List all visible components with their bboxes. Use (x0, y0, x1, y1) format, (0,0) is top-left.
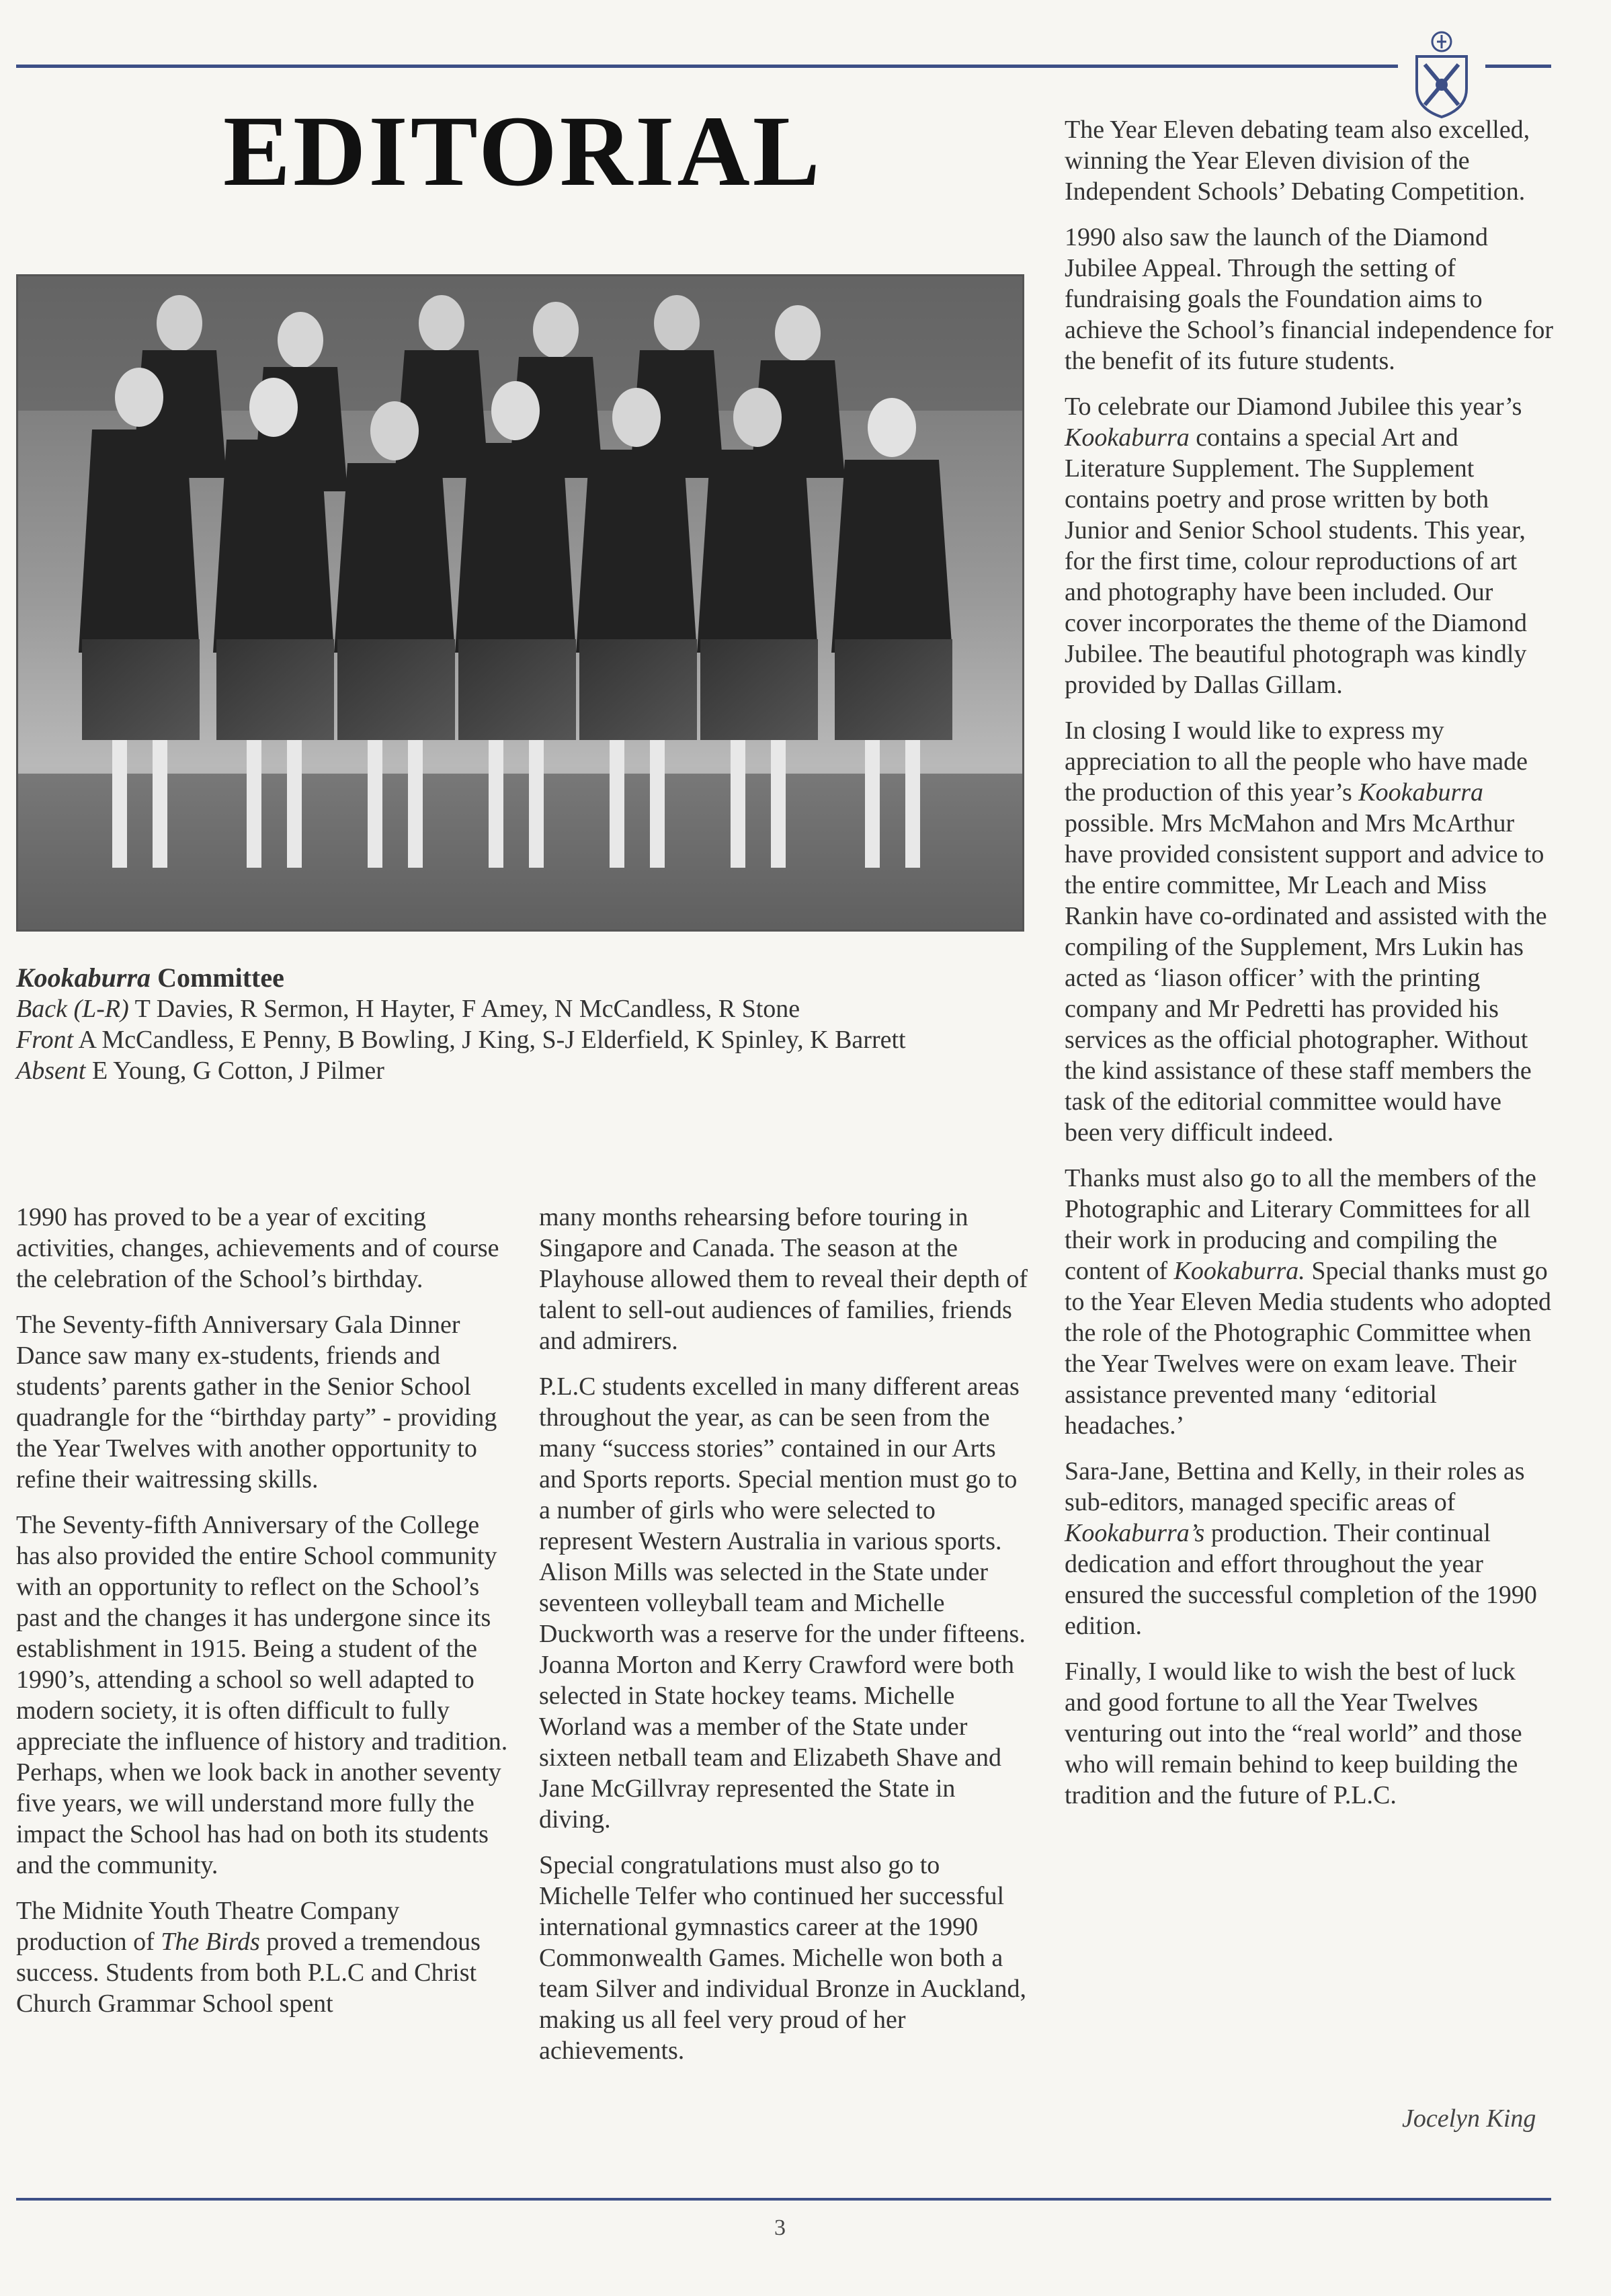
paragraph: many months rehearsing before touring in Singapore and Canada. The season at the Playhouse allowed them to reveal their depth of talent to sell-out audiences of families, friends and admirers. (539, 1203, 1028, 1355)
paragraph: P.L.C students excelled in many different areas throughout the year, as can be seen from the many “success stories” contained in our Arts and Sports reports. Special mention must go to a number of girls who were selected to represent Western Australia in various sports. Alison Mills was selected in the State under seventeen volleyball team and Michelle Duckworth was a reserve for the under fifteens. Joanna Morton and Kerry Crawford were both selected in State hockey teams. Michelle Worland was a member of the State under sixteen netball team and Elizabeth Shave and Jane McGillvray represented the State in diving. (539, 1372, 1026, 1834)
page-title: EDITORIAL (223, 95, 823, 207)
paragraph: Finally, I would like to wish the best of luck and good fortune to all the Year Twelves venturing out into the “real world” and those who will remain behind to keep building the tradition and the future of P.L.C. (1065, 1657, 1522, 1809)
bottom-rule (16, 2198, 1551, 2201)
signature: Jocelyn King (1402, 2104, 1536, 2133)
paragraph: 1990 has proved to be a year of exciting activities, changes, achievements and of course the celebration of the School’s birthday. (16, 1203, 499, 1293)
paragraph: The Seventy-fifth Anniversary Gala Dinner Dance saw many ex-students, friends and students’ parents gather in the Senior School quadrangle for the “birthday party” - providing the Year Twelves with another opportunity to refine their waitressing skills. (16, 1311, 497, 1493)
paragraph: The Midnite Youth Theatre Company production of The Birds proved a tremendous success. Students from both P.L.C and Christ Church Grammar School spent (16, 1897, 481, 2018)
caption-heading: Kookaburra Committee (16, 962, 284, 993)
caption-front-row: Front A McCandless, E Penny, B Bowling, J King, S-J Elderfield, K Spinley, K Barrett (16, 1026, 906, 1054)
paragraph: 1990 also saw the launch of the Diamond Jubilee Appeal. Through the setting of fundraising goals the Foundation aims to achieve the School’s financial independence for the benefit of its future students. (1065, 223, 1553, 375)
paragraph: Special congratulations must also go to Michelle Telfer who continued her successful international gymnastics career at the 1990 Commonwealth Games. Michelle won both a team Silver and individual Bronze in Auckland, making us all feel very proud of her achievements. (539, 1851, 1027, 2065)
page-number: 3 (774, 2215, 786, 2240)
committee-photo (16, 274, 1024, 932)
paragraph: Thanks must also go to all the members of the Photographic and Literary Committees for all their work in producing and compiling the content of Kookaburra. Special thanks must go to the Year Eleven Media students who adopted the role of the Photographic Committee when the Year Twelves were on exam leave. Their assistance prevented many ‘editorial headaches.’ (1065, 1164, 1551, 1440)
paragraph: The Seventy-fifth Anniversary of the College has also provided the entire School community with an opportunity to reflect on the School’s past and the changes it has undergone since its establishment in 1915. Being a student of the 1990’s, attending a school so well adapted to modern society, it is often difficult to fully appreciate the influence of history and tradition. Perhaps, when we look back in another seventy five years, we will understand more fully the impact the School has had on both its students and the community. (16, 1511, 508, 1879)
caption-back-row: Back (L-R) T Davies, R Sermon, H Hayter, F Amey, N McCandless, R Stone (16, 995, 800, 1023)
caption-absent: Absent E Young, G Cotton, J Pilmer (16, 1057, 384, 1085)
photo-caption (16, 962, 1065, 1086)
paragraph: In closing I would like to express my appreciation to all the people who have made the production of this year’s Kookaburra possible. Mrs McMahon and Mrs McArthur have provided consistent support and advice to the entire committee, Mr Leach and Miss Rankin have co-ordinated and assisted with the compiling of the Supplement, Mrs Lukin has acted as ‘liason officer’ with the printing company and Mr Pedretti has provided his services as the official photographer. Without the kind assistance of these staff members the task of the editorial committee would have been very difficult indeed. (1065, 716, 1547, 1147)
text-column-1 (16, 1202, 513, 2034)
top-rule (16, 65, 1551, 68)
text-column-2 (539, 1202, 1030, 2081)
paragraph: The Year Eleven debating team also excelled, winning the Year Eleven division of the Independent Schools’ Debating Competition. (1065, 116, 1530, 206)
paragraph: To celebrate our Diamond Jubilee this year’s Kookaburra contains a special Art and Literature Supplement. The Supplement contains poetry and prose written by both Junior and Senior School students. This year, for the first time, colour reproductions of art and photography have been included. Our cover incorporates the theme of the Diamond Jubilee. The beautiful photograph was kindly provided by Dallas Gillam. (1065, 393, 1527, 699)
paragraph: Sara-Jane, Bettina and Kelly, in their roles as sub-editors, managed specific areas of Kookaburra’s production. Their continual dedication and effort throughout the year ensured the successful completion of the 1990 edition. (1065, 1457, 1537, 1640)
text-column-3 (1065, 114, 1555, 1826)
school-crest-icon (1398, 15, 1485, 122)
